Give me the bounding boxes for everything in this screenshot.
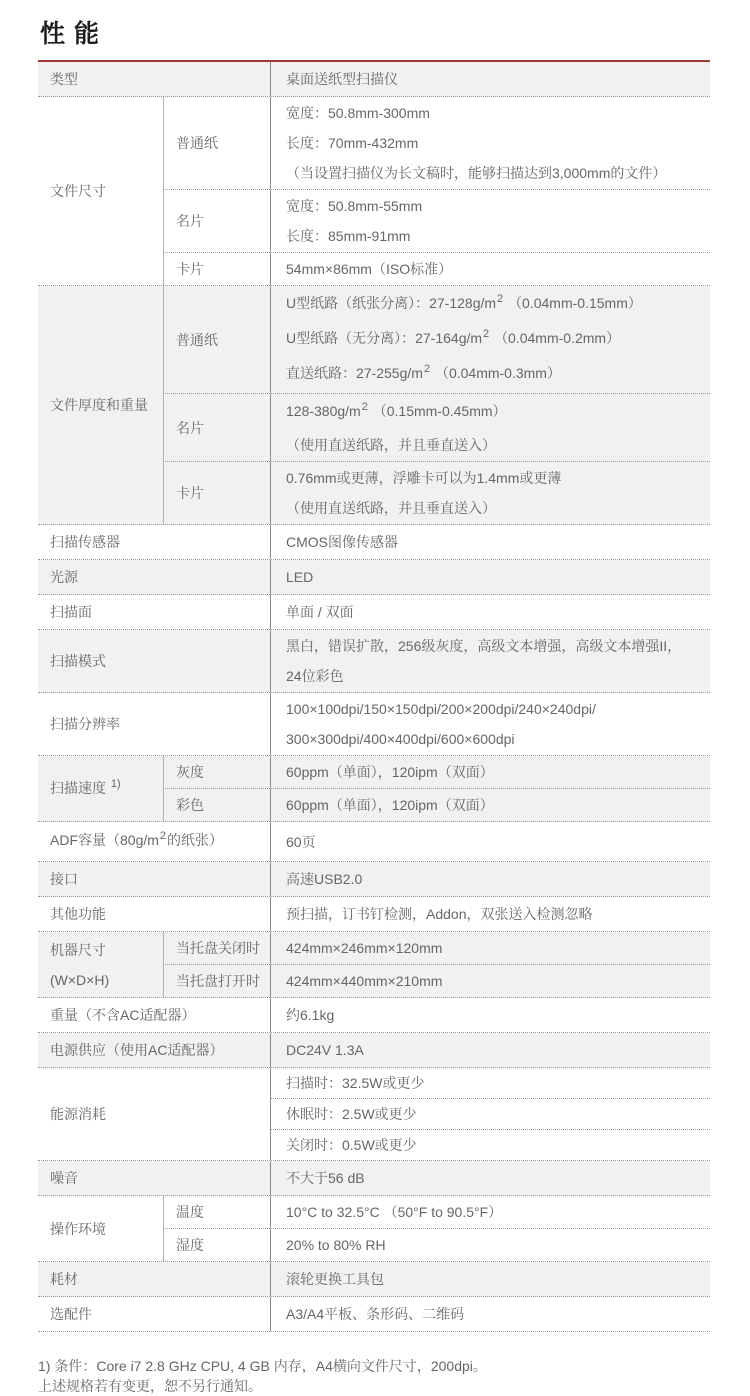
row-dimensions: [38, 932, 710, 998]
row-interface: [38, 862, 710, 897]
footnote-disclaimer: 上述规格若有变更，恕不另行通知。: [38, 1378, 262, 1394]
row-adf-capacity: [38, 822, 710, 862]
row-other-functions: [38, 897, 710, 932]
row-energy: [38, 1068, 710, 1161]
row-options-label: 选配件: [50, 1306, 92, 1322]
subrow-speed-color: [163, 788, 710, 821]
row-other-functions-value: 预扫描，订书钉检测，Addon，双张送入检测忽略: [270, 897, 710, 931]
subrow-tray-open-label: 当托盘打开时: [163, 965, 270, 997]
superscript: 2: [483, 328, 490, 340]
row-power-supply-value: DC24V 1.3A: [270, 1033, 710, 1067]
row-adf-capacity-value: 60页: [270, 822, 710, 861]
subrow-weight-name-card-label: 名片: [163, 394, 270, 461]
subrow-name-card: [163, 189, 710, 252]
row-light-source-label: 光源: [50, 569, 78, 585]
row-environment-subrows: [163, 1196, 710, 1261]
subrow-name-card-label: 名片: [163, 190, 270, 252]
row-type-label: 类型: [50, 71, 78, 87]
row-scan-modes-value: 黑白，错误扩散，256级灰度，高级文本增强，高级文本增强II， 24位彩色: [270, 630, 710, 692]
row-weight: [38, 998, 710, 1033]
row-type: [38, 62, 710, 97]
row-resolution-label: 扫描分辨率: [50, 716, 120, 732]
row-light-source: [38, 560, 710, 595]
row-weight-value: 约6.1kg: [270, 998, 710, 1032]
subrow-speed-gray-value: 60ppm（单面），120ipm（双面）: [270, 756, 710, 788]
row-dimensions-subrows: [163, 932, 710, 997]
subrow-speed-color-label: 彩色: [163, 789, 270, 821]
row-scan-sides-label: 扫描面: [50, 604, 92, 620]
row-consumables-label: 耗材: [50, 1271, 78, 1287]
row-noise-label: 噪音: [50, 1170, 78, 1186]
row-environment: [38, 1196, 710, 1262]
row-doc-weight: [38, 286, 710, 525]
subrow-tray-open: [163, 964, 710, 997]
row-consumables: [38, 1262, 710, 1297]
row-doc-size-subrows: [163, 97, 710, 285]
row-sensor-label: 扫描传感器: [50, 534, 120, 550]
subrow-tray-open-value: 424mm×440mm×210mm: [270, 965, 710, 997]
row-scan-modes-label: 扫描模式: [50, 653, 106, 669]
subrow-plain-paper: [163, 97, 710, 189]
row-resolution-value: 100×100dpi/150×150dpi/200×200dpi/240×240dpi/ 300×300dpi/400×400dpi/600×600dpi: [270, 693, 710, 755]
page-title: 性 能: [40, 20, 100, 48]
spec-table: [38, 60, 710, 1332]
row-weight-label: 重量（不含AC适配器）: [50, 1007, 196, 1023]
row-options: [38, 1297, 710, 1332]
superscript: 2: [361, 401, 368, 413]
subrow-weight-name-card-value: $128-380g/m^2$ （0.15mm-0.45mm） （使用直送纸路，并且垂直送入）: [270, 394, 710, 461]
row-scan-speed: [38, 756, 710, 822]
subrow-name-card-value: 宽度：50.8mm-55mm 长度：85mm-91mm: [270, 190, 710, 252]
row-scan-speed-label: 扫描速度 $^{1)}$: [50, 777, 121, 796]
row-type-value: 桌面送纸型扫描仪: [270, 62, 710, 96]
footnote-ref-superscript: 1): [110, 777, 121, 790]
row-sensor-value: CMOS图像传感器: [270, 525, 710, 559]
superscript: 2: [497, 293, 504, 305]
row-dimensions-label: 机器尺寸 (W×D×H): [50, 941, 110, 988]
subrow-humidity-value: 20% to 80% RH: [270, 1229, 710, 1261]
superscript: 2: [159, 830, 167, 842]
row-adf-capacity-label: ADF容量（$80g/m^2$的纸张）: [50, 830, 224, 848]
subrow-speed-color-value: 60ppm（单面），120ipm（双面）: [270, 789, 710, 821]
subrow-plain-paper-value: 宽度：50.8mm-300mm 长度：70mm-432mm （当设置扫描仪为长文稿时，能够扫描达到3,000mm的文件）: [270, 97, 710, 189]
subrow-plain-paper-label: 普通纸: [163, 97, 270, 189]
footnote-condition: 1) 条件：Core i7 2.8 GHz CPU, 4 GB 内存，A4横向文件尺寸，200dpi。: [38, 1358, 487, 1374]
subrow-humidity: [163, 1228, 710, 1261]
subrow-speed-gray-label: 灰度: [163, 756, 270, 788]
row-interface-label: 接口: [50, 871, 78, 887]
subrow-card: [163, 252, 710, 285]
row-interface-value: 高速USB2.0: [270, 862, 710, 896]
row-energy-value: 扫描时：32.5W或更少 休眠时：2.5W或更少 关闭时：0.5W或更少: [270, 1068, 710, 1160]
subrow-tray-closed-value: 424mm×246mm×120mm: [270, 932, 710, 964]
row-doc-weight-label: 文件厚度和重量: [50, 397, 148, 413]
row-noise: [38, 1161, 710, 1196]
subrow-tray-closed-label: 当托盘关闭时: [163, 932, 270, 964]
subrow-temperature-label: 温度: [163, 1196, 270, 1228]
subrow-weight-card: [163, 461, 710, 524]
row-scan-speed-subrows: [163, 756, 710, 821]
subrow-speed-gray: [163, 756, 710, 788]
row-other-functions-label: 其他功能: [50, 906, 106, 922]
subrow-card-value: 54mm×86mm（ISO标准）: [270, 253, 710, 285]
row-resolution: [38, 693, 710, 756]
footnotes: [38, 1356, 710, 1396]
row-scan-modes: [38, 630, 710, 693]
subrow-card-label: 卡片: [163, 253, 270, 285]
subrow-tray-closed: [163, 932, 710, 964]
subrow-weight-name-card: [163, 393, 710, 461]
subrow-weight-card-label: 卡片: [163, 462, 270, 524]
subrow-weight-plain-label: 普通纸: [163, 286, 270, 393]
row-options-value: A3/A4平板、条形码、二维码: [270, 1297, 710, 1331]
row-power-supply-label: 电源供应（使用AC适配器）: [50, 1042, 224, 1058]
row-scan-sides-value: 单面 / 双面: [270, 595, 710, 629]
row-environment-label: 操作环境: [50, 1220, 106, 1237]
row-power-supply: [38, 1033, 710, 1068]
row-doc-size: [38, 97, 710, 286]
row-energy-label: 能源消耗: [50, 1106, 106, 1122]
row-light-source-value: LED: [270, 560, 710, 594]
row-doc-weight-subrows: [163, 286, 710, 524]
row-consumables-value: 滚轮更换工具包: [270, 1262, 710, 1296]
subrow-weight-plain: [163, 286, 710, 393]
subrow-temperature: [163, 1196, 710, 1228]
row-sensor: [38, 525, 710, 560]
subrow-weight-card-value: 0.76mm或更薄，浮雕卡可以为1.4mm或更薄 （使用直送纸路，并且垂直送入）: [270, 462, 710, 524]
superscript: 2: [423, 363, 431, 375]
row-doc-size-label: 文件尺寸: [50, 183, 106, 199]
row-scan-sides: [38, 595, 710, 630]
row-noise-value: 不大于56 dB: [270, 1161, 710, 1195]
subrow-weight-plain-value: U型纸路（纸张分离）：$27-128g/m^2$ （0.04mm-0.15mm） U型纸路（无分离）：$27-164g/m^2$ （0.04mm-0.2mm） 直送纸路：$27-255g/m^2$ （0.04mm-0.3mm）: [270, 286, 710, 393]
subrow-temperature-value: 10°C to 32.5°C （50°F to 90.5°F）: [270, 1196, 710, 1228]
subrow-humidity-label: 湿度: [163, 1229, 270, 1261]
